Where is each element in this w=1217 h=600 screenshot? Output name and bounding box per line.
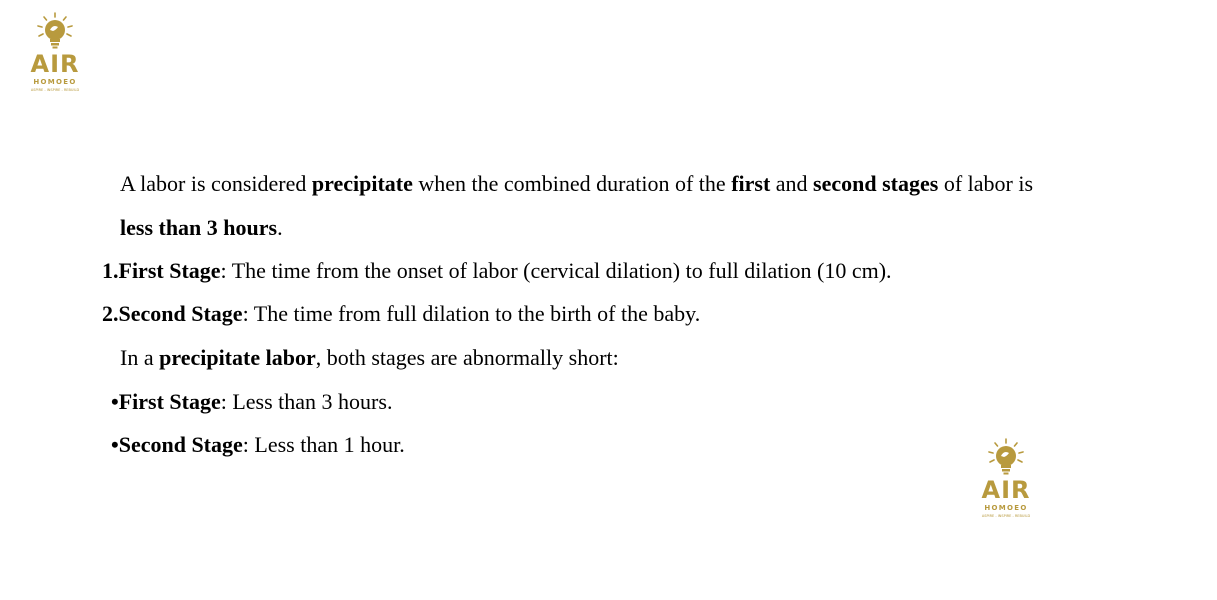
term-less-than-3-hours: less than 3 hours (120, 215, 278, 240)
term-first: first (731, 171, 771, 196)
list-number: 2. (102, 301, 119, 326)
logo-tagline: ASPIRE - INSPIRE - REBUILD (30, 88, 80, 92)
intro-line-1 (120, 171, 1033, 197)
intro-text: when the combined duration of the (412, 171, 732, 196)
intro-text: of labor is (938, 171, 1034, 196)
logo-brand: AIR (981, 476, 1031, 504)
summary-text: , both stages are abnormally short: (315, 345, 619, 370)
lightbulb-icon (35, 12, 75, 50)
numbered-item-2 (102, 301, 700, 327)
term-precipitate-labor: precipitate labor (159, 345, 316, 370)
logo-brand: AIR (30, 50, 80, 78)
logo-top (20, 12, 90, 93)
numbered-item-1 (102, 258, 892, 284)
list-term: Second Stage (118, 432, 243, 457)
bullet-item-1 (111, 389, 392, 415)
logo-name: HOMOEO (33, 78, 77, 86)
list-term: Second Stage (118, 301, 243, 326)
summary-line (120, 345, 619, 371)
list-term: First Stage (118, 389, 221, 414)
bullet-mark: • (111, 432, 119, 457)
lightbulb-icon (986, 438, 1026, 476)
term-precipitate: precipitate (311, 171, 413, 196)
list-text: : Less than 3 hours. (220, 389, 393, 414)
list-text: : The time from full dilation to the birth of the baby. (242, 301, 701, 326)
list-text: : The time from the onset of labor (cervical dilation) to full dilation (10 cm). (220, 258, 892, 283)
list-number: 1. (102, 258, 119, 283)
bullet-item-2 (111, 432, 405, 458)
summary-text: In a (120, 345, 160, 370)
term-second-stages: second stages (813, 171, 939, 196)
logo-bottom (970, 438, 1042, 519)
intro-text: A labor is considered (120, 171, 312, 196)
list-text: : Less than 1 hour. (242, 432, 405, 457)
list-term: First Stage (118, 258, 221, 283)
logo-name: HOMOEO (984, 504, 1028, 512)
bullet-mark: • (111, 389, 119, 414)
logo-tagline: ASPIRE - INSPIRE - REBUILD (981, 514, 1031, 518)
intro-text: . (277, 215, 283, 240)
intro-line-2 (120, 215, 283, 241)
intro-text: and (770, 171, 814, 196)
